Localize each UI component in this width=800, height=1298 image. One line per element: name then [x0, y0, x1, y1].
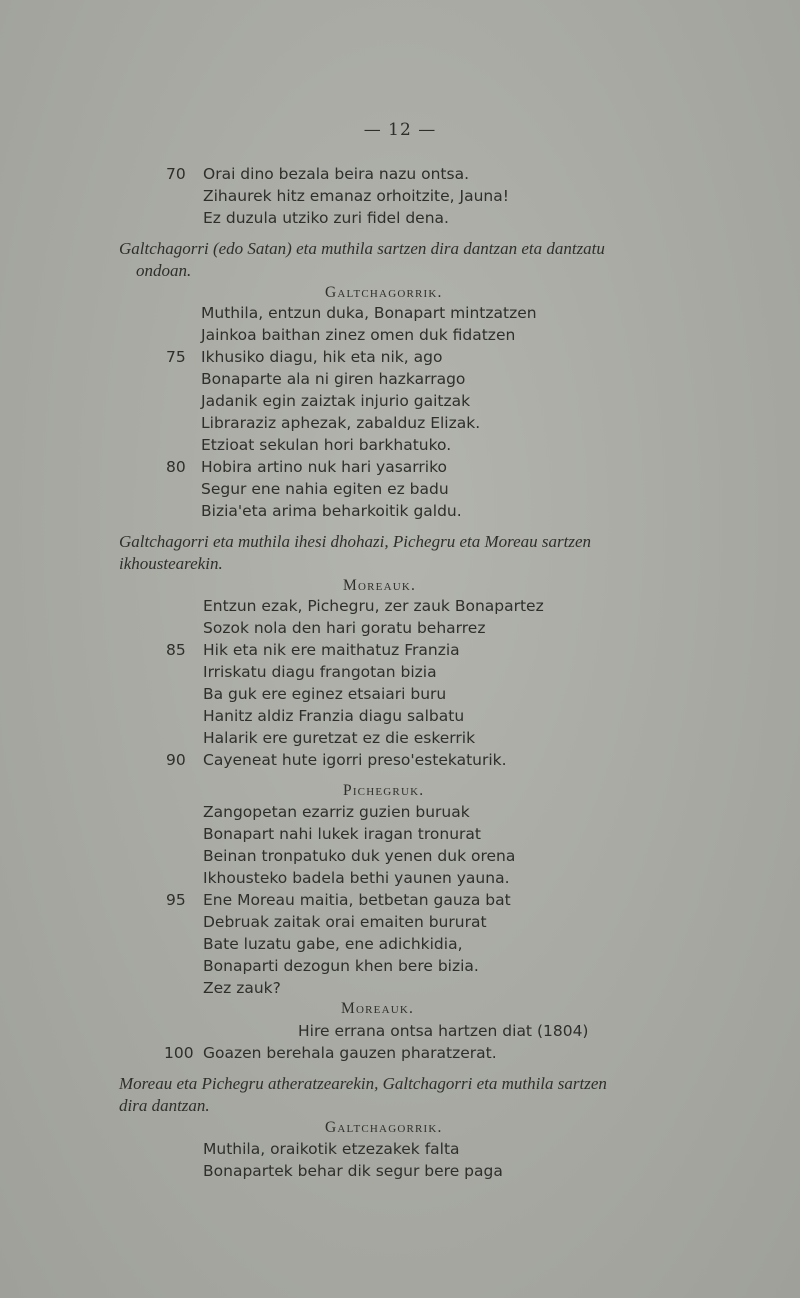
stage-direction: ondoan.: [136, 261, 192, 280]
verse-line: Jainkoa baithan zinez omen duk fidatzen: [201, 326, 516, 344]
stage-direction: ikhoustearekin.: [119, 554, 223, 573]
verse-line: Ene Moreau maitia, betbetan gauza bat: [203, 891, 511, 909]
stage-direction: Galtchagorri eta muthila ihesi dhohazi, Pichegru eta Moreau sartzen: [119, 532, 592, 551]
line-number: 95: [166, 891, 186, 909]
verse-line: Bate luzatu gabe, ene adichkidia,: [203, 935, 463, 953]
verse-line: Bizia'eta arima beharkoitik galdu.: [201, 502, 462, 520]
verse-line: Etzioat sekulan hori barkhatuko.: [201, 436, 452, 454]
verse-line: Hanitz aldiz Franzia diagu salbatu: [203, 707, 465, 725]
line-number: 100: [164, 1044, 194, 1062]
speaker-name: Moreauk.: [343, 577, 417, 594]
verse-line: Orai dino bezala beira nazu ontsa.: [203, 165, 469, 183]
verse-line: Zihaurek hitz emanaz orhoitzite, Jauna!: [203, 187, 509, 205]
verse-line: Jadanik egin zaiztak injurio gaitzak: [201, 392, 471, 410]
line-number: 70: [166, 165, 186, 183]
verse-line: Halarik ere guretzat ez die eskerrik: [203, 729, 476, 747]
verse-line: Bonaparte ala ni giren hazkarrago: [201, 370, 466, 388]
verse-line: Ba guk ere eginez etsaiari buru: [203, 685, 447, 703]
verse-line: Zangopetan ezarriz guzien buruak: [203, 803, 470, 821]
stage-direction: Moreau eta Pichegru atheratzearekin, Galtchagorri eta muthila sartzen: [119, 1074, 607, 1093]
speaker-name: Galtchagorrik.: [325, 1119, 443, 1136]
verse-line: Muthila, entzun duka, Bonapart mintzatzen: [201, 304, 537, 322]
line-number: 90: [166, 751, 186, 769]
line-number: 75: [166, 348, 186, 366]
verse-line: Ez duzula utziko zuri fidel dena.: [203, 209, 449, 227]
line-number: 85: [166, 641, 186, 659]
verse-line: Bonaparti dezogun khen bere bizia.: [203, 957, 479, 975]
verse-line: Zez zauk?: [203, 979, 281, 997]
line-number: 80: [166, 458, 186, 476]
speaker-name: Moreauk.: [341, 1000, 415, 1017]
verse-line: Cayeneat hute igorri preso'estekaturik.: [203, 751, 507, 769]
verse-line: Ikhousteko badela bethi yaunen yauna.: [203, 869, 510, 887]
verse-line: Hire errana ontsa hartzen diat (1804): [298, 1022, 589, 1040]
verse-line: Entzun ezak, Pichegru, zer zauk Bonapartez: [203, 597, 544, 615]
verse-line: Ikhusiko diagu, hik eta nik, ago: [201, 348, 443, 366]
speaker-name: Galtchagorrik.: [325, 284, 443, 301]
page-number: — 12 —: [363, 120, 437, 140]
verse-line: Muthila, oraikotik etzezakek falta: [203, 1140, 460, 1158]
verse-line: Debruak zaitak orai emaiten bururat: [203, 913, 487, 931]
verse-line: Bonapartek behar dik segur bere paga: [203, 1162, 503, 1180]
verse-line: Beinan tronpatuko duk yenen duk orena: [203, 847, 516, 865]
verse-line: Hobira artino nuk hari yasarriko: [201, 458, 447, 476]
verse-line: Sozok nola den hari goratu beharrez: [203, 619, 486, 637]
speaker-name: Pichegruk.: [343, 782, 425, 799]
verse-line: Hik eta nik ere maithatuz Franzia: [203, 641, 460, 659]
verse-line: Segur ene nahia egiten ez badu: [201, 480, 449, 498]
verse-line: Bonapart nahi lukek iragan tronurat: [203, 825, 481, 843]
verse-line: Irriskatu diagu frangotan bizia: [203, 663, 437, 681]
stage-direction: dira dantzan.: [119, 1096, 210, 1115]
verse-line: Libraraziz aphezak, zabalduz Elizak.: [201, 414, 481, 432]
stage-direction: Galtchagorri (edo Satan) eta muthila sartzen dira dantzan eta dantzatu: [119, 239, 605, 258]
verse-line: Goazen berehala gauzen pharatzerat.: [203, 1044, 497, 1062]
